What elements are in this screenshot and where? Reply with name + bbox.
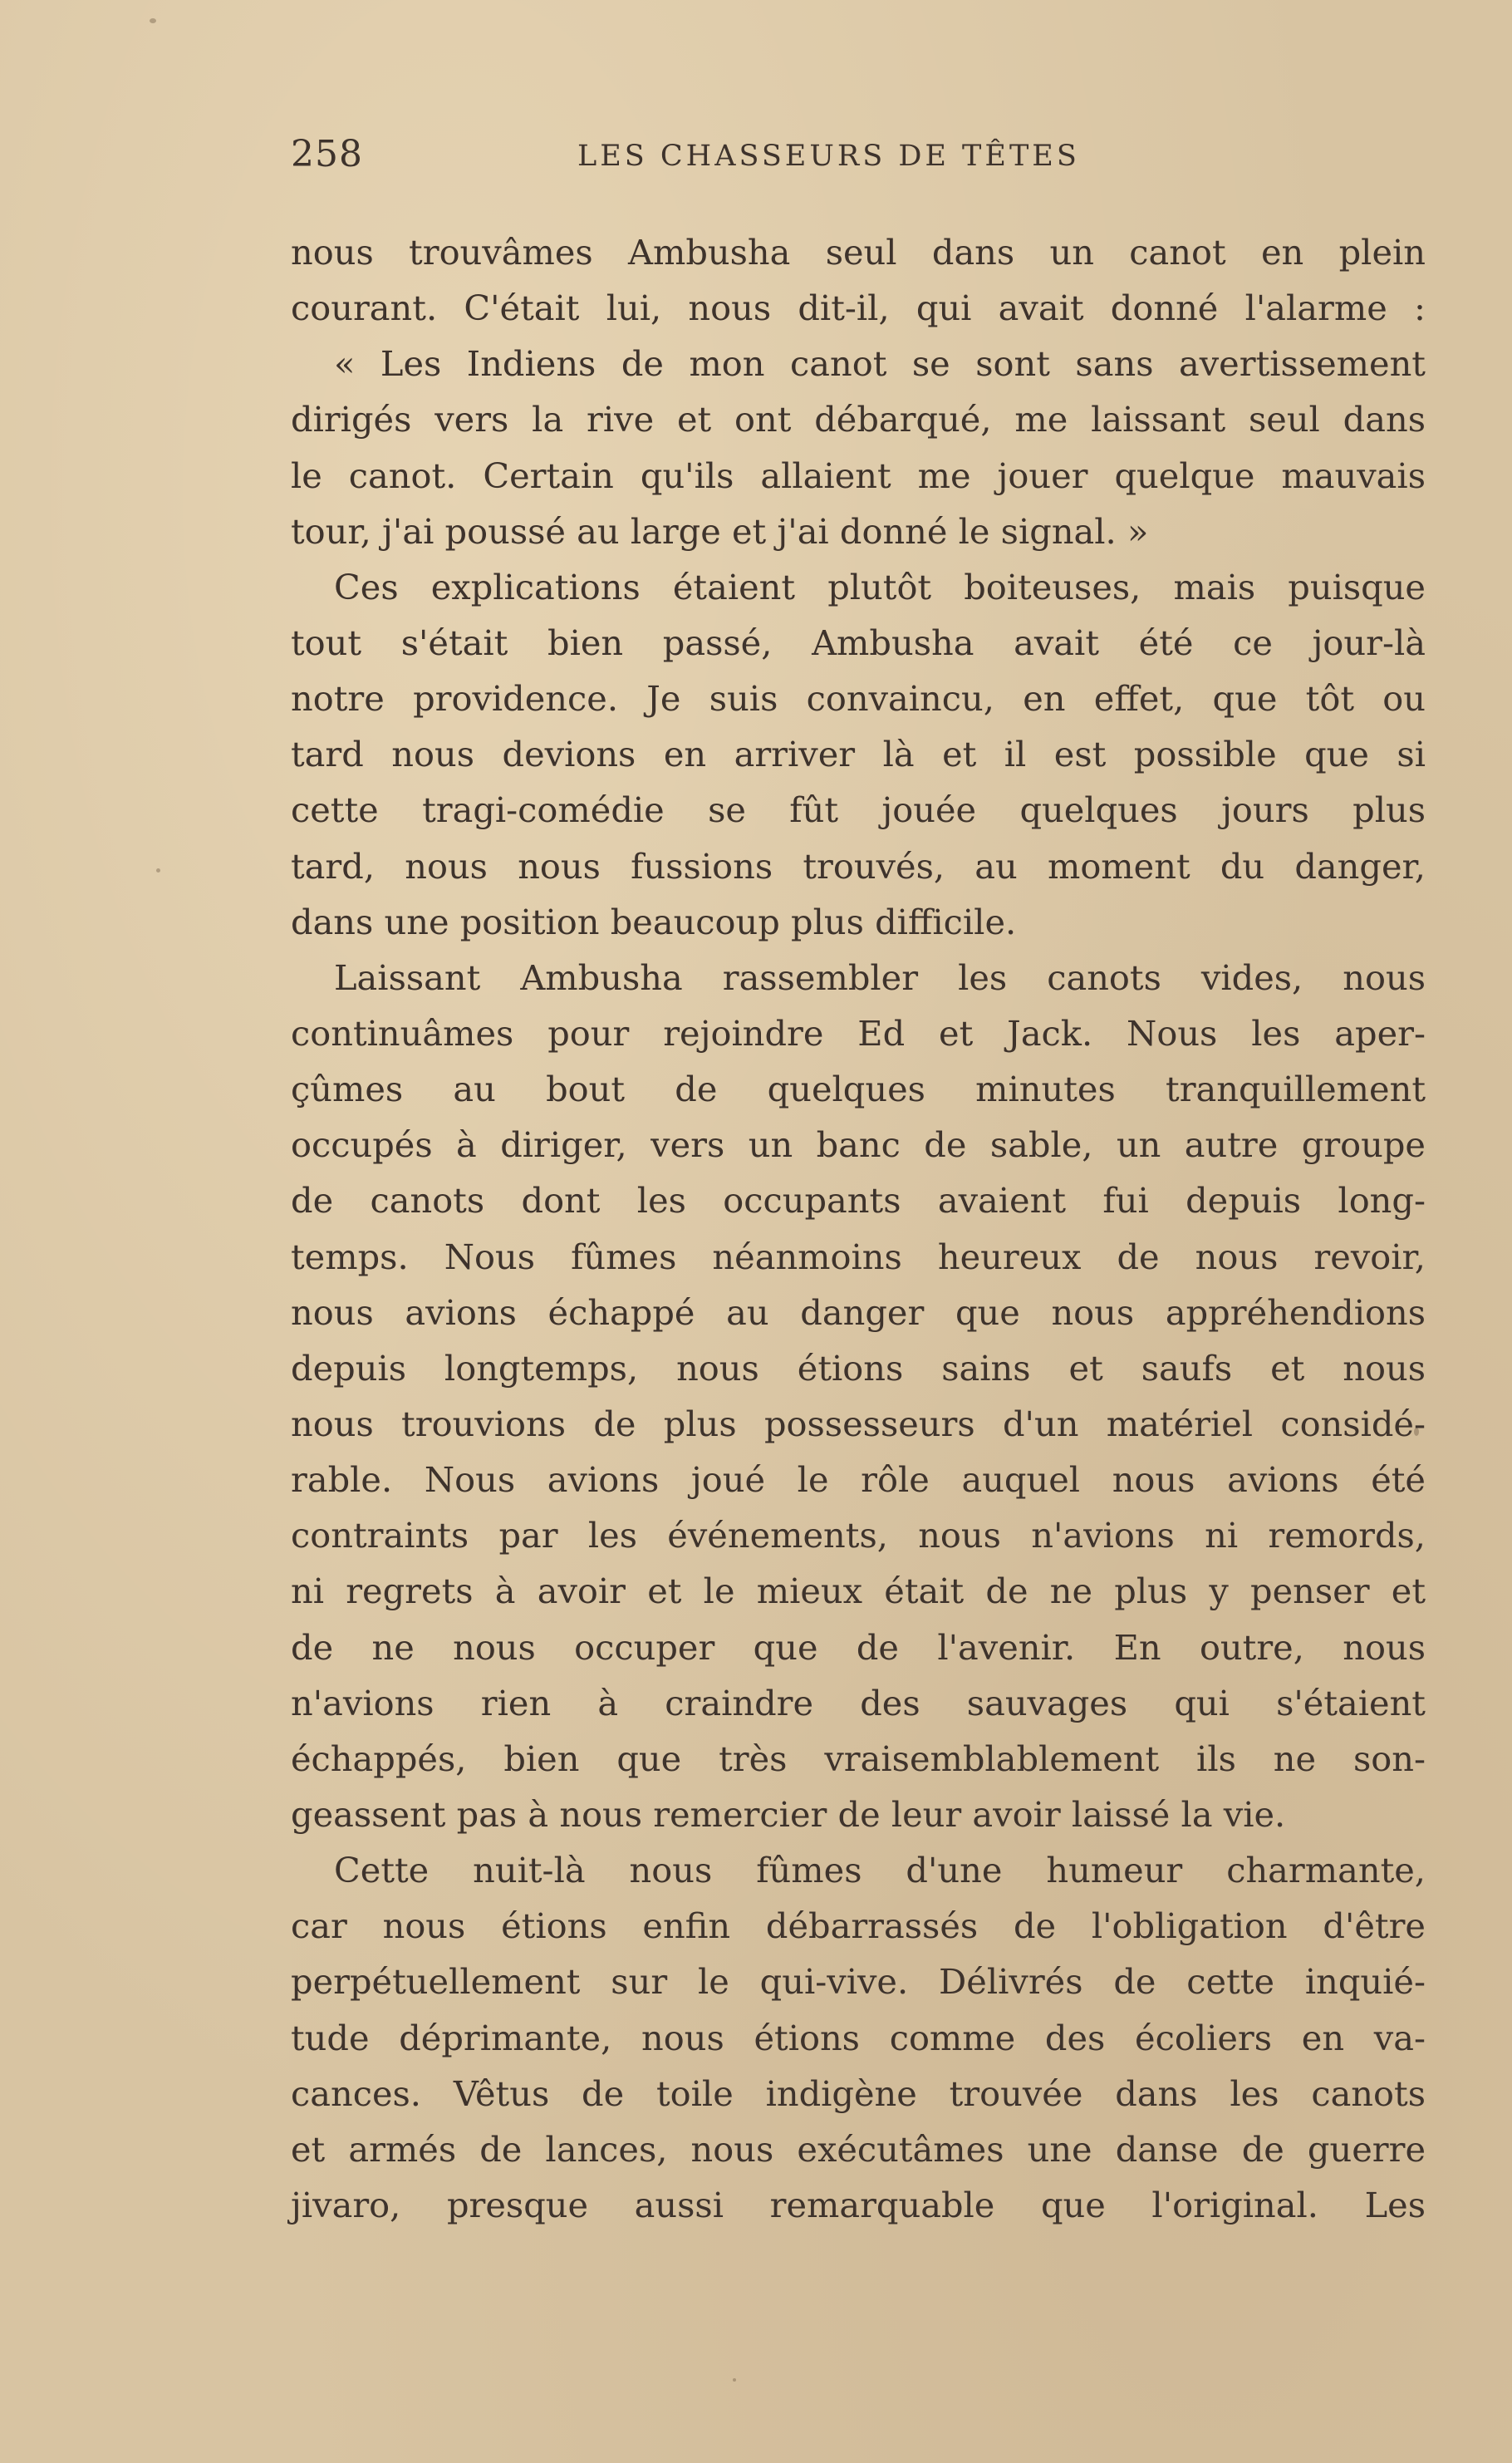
text-line: tard nous devions en arriver là et il est possible que si [291,734,1426,775]
text-line: car nous étions enfin débarrassés de l'obligation d'être [291,1905,1426,1947]
paper-speck [733,2378,736,2382]
text-line: occupés à diriger, vers un banc de sable, un autre groupe [291,1124,1426,1166]
text-line: nous trouvions de plus possesseurs d'un matériel considé- [291,1403,1426,1444]
text-line: geassent pas à nous remercier de leur avoir laissé la vie. [291,1793,1286,1835]
text-line: tout s'était bien passé, Ambusha avait été ce jour-là [291,622,1426,663]
text-line: « Les Indiens de mon canot se sont sans avertissement [334,343,1426,385]
text-line: Ces explications étaient plutôt boiteuses, mais puisque [334,566,1426,607]
text-line: contraints par les événements, nous n'avions ni remords, [291,1515,1426,1556]
text-line: tard, nous nous fussions trouvés, au moment du danger, [291,845,1426,887]
text-line: et armés de lances, nous exécutâmes une danse de guerre [291,2128,1426,2170]
text-line: depuis longtemps, nous étions sains et saufs et nous [291,1347,1426,1389]
text-line: nous trouvâmes Ambusha seul dans un canot en plein [291,232,1426,273]
text-line: rable. Nous avions joué le rôle auquel nous avions été [291,1459,1426,1501]
text-line: courant. C'était lui, nous dit-il, qui avait donné l'alarme : [291,288,1426,329]
text-line: tude déprimante, nous étions comme des écoliers en va- [291,2017,1426,2058]
page-number: 258 [291,133,363,175]
text-line: temps. Nous fûmes néanmoins heureux de nous revoir, [291,1236,1426,1277]
text-line: cances. Vêtus de toile indigène trouvée dans les canots [291,2072,1426,2114]
body-text [291,224,1426,2233]
running-title: LES CHASSEURS DE TÊTES [577,140,1080,173]
paper-speck [156,868,160,873]
paper-speck [150,18,156,23]
text-line: notre providence. Je suis convaincu, en effet, que tôt ou [291,678,1426,720]
text-line: cette tragi-comédie se fût jouée quelques jours plus [291,789,1426,831]
text-line: perpétuellement sur le qui-vive. Délivrés de cette inquié- [291,1961,1426,2003]
text-line: çûmes au bout de quelques minutes tranquillement [291,1069,1426,1110]
text-line: le canot. Certain qu'ils allaient me jouer quelque mauvais [291,455,1426,496]
text-line: ni regrets à avoir et le mieux était de ne plus y penser et [291,1571,1426,1612]
text-line: échappés, bien que très vraisemblablement ils ne son- [291,1738,1426,1779]
text-line: jivaro, presque aussi remarquable que l'original. Les [291,2184,1426,2225]
text-line: dirigés vers la rive et ont débarqué, me laissant seul dans [291,399,1426,440]
text-line: nous avions échappé au danger que nous appréhendions [291,1291,1426,1333]
text-line: Laissant Ambusha rassembler les canots vides, nous [334,956,1426,998]
text-line: n'avions rien à craindre des sauvages qui s'étaient [291,1682,1426,1723]
text-line: Cette nuit-là nous fûmes d'une humeur charmante, [334,1850,1426,1891]
text-line: dans une position beaucoup plus difficile. [291,901,1017,942]
text-line: de canots dont les occupants avaient fui depuis long- [291,1180,1426,1222]
text-line: tour, j'ai poussé au large et j'ai donné le signal. » [291,510,1149,552]
page-header [291,133,1426,191]
text-line: continuâmes pour rejoindre Ed et Jack. Nous les aper- [291,1012,1426,1054]
text-line: de ne nous occuper que de l'avenir. En outre, nous [291,1626,1426,1668]
